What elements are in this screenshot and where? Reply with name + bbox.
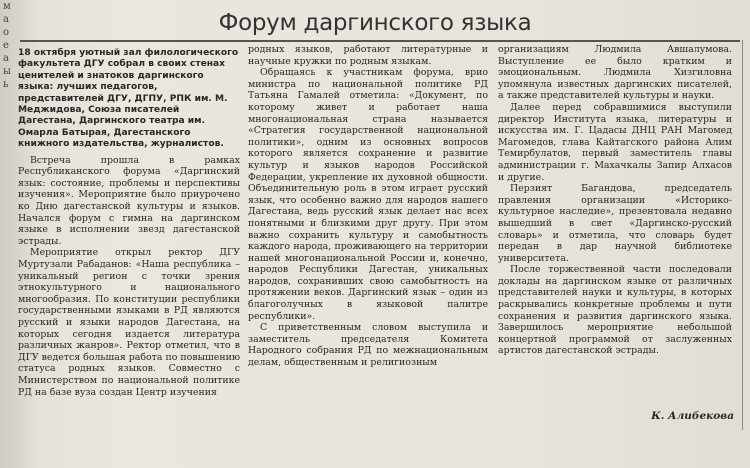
column-rule	[742, 40, 743, 430]
edge-letter: а	[3, 14, 9, 25]
paragraph: Встреча прошла в рамках Республиканского форума «Даргинский язык: состояние, проблемы и перспективы изучения». Мероприятие было приурочено ко Дню дагестанской культуры и языков. Начался форум с гимна на даргинском языке в исполнении звезд дагестанской эстрады.	[18, 154, 240, 247]
article-headline: Форум даргинского языка	[218, 10, 532, 36]
headline-rule	[20, 40, 740, 42]
edge-letter: е	[3, 40, 9, 51]
paragraph: организациям Людмила Авшалумова. Выступление ее было кратким и эмоциональным. Людмила Хизгиловна упомянула известных даргинских писателей, а также представителей культуры и науки.	[498, 44, 732, 102]
edge-letter: м	[3, 1, 11, 12]
edge-letter: о	[3, 27, 10, 38]
paragraph: Перзият Багандова, председатель правления организации «Историко-культурное наследие», презентовала недавно вышедший в свет «Даргинско-русский словарь» и отметила, что словарь будет передан в дар научной библиотеке университета.	[498, 183, 732, 264]
article-column-2	[248, 44, 488, 369]
edge-letter: ь	[3, 79, 9, 90]
edge-letter: ы	[3, 66, 11, 77]
article-column-1	[18, 48, 240, 398]
paragraph: Обращаясь к участникам форума, врио министра по национальной политике РД Татьяна Гамалей отметила: «Документ, по которому живет и работает наша многонациональная страна называется «Стратегия государственной национальной политики», одним из основных вопросов которого является сохранение и развитие культур и языков народов Российской Федерации, укрепление их духовной общности. Объединительную роль в этом играет русский язык, что особенно важно для народов нашего Дагестана, ведь русский язык делает нас всех понятными и близкими друг другу. При этом важно сохранить культуру и самобытность каждого народа, проживающего на территории нашей многонациональной России и, конечно, народов Республики Дагестан, уникальных народов, сохранивших свою самобытность на протяжении веков. Даргинский язык – один из благоголучных в языковой палитре республики».	[248, 67, 488, 322]
article-column-3	[498, 44, 732, 357]
paragraph: Далее перед собравшимися выступили директор Института языка, литературы и искусства им. Г. Цадасы ДНЦ РАН Магомед Магомедов, глава Кайтагского района Алим Темирбулатов, первый заместитель главы администрации г. Махачкалы Запир Алхасов и другие.	[498, 101, 732, 183]
article-lead: 18 октября уютный зал филологического факультета ДГУ собрал в своих стенах ценителей и знатоков даргинского языка: лучших педагогов, представителей ДГУ, ДГПУ, РПК им. М. Меджидова, Союза писателей Дагестана, Даргинского театра им. Омарла Батырая, Дагестанского книжного издательства, журналистов.	[18, 48, 239, 150]
paragraph: Мероприятие открыл ректор ДГУ Муртузали Рабаданов: «Наша республика – уникальный регион с точки зрения этнокультурного и национального многообразия. По конституции республики государственными языками в РД являются русский и языки народов Дагестана, на которых сегодня издается литература различных жанров». Ректор отметил, что в ДГУ ведется большая работа по повышению статуса родных языков. Совместно с Министерством по национальной политике РД на базе вуза создан Центр изучения	[18, 247, 240, 398]
paragraph: С приветственным словом выступила и заместитель председателя Комитета Народного собрания РД по межнациональным делам, общественным и религиозным	[248, 322, 488, 369]
edge-letter: а	[3, 53, 9, 64]
author-signature: К. Алибекова	[651, 410, 734, 422]
paragraph: родных языков, работают литературные и научные кружки по родным языкам.	[248, 44, 488, 67]
adjacent-column-fragment	[0, 0, 14, 468]
paragraph: После торжественной части последовали доклады на даргинском языке от различных представителей науки и культуры, в которых раскрывались конкретные проблемы и пути сохранения и развития даргинского языка. Завершилось мероприятие небольшой концертной программой от заслуженных артистов дагестанской эстрады.	[498, 264, 732, 357]
